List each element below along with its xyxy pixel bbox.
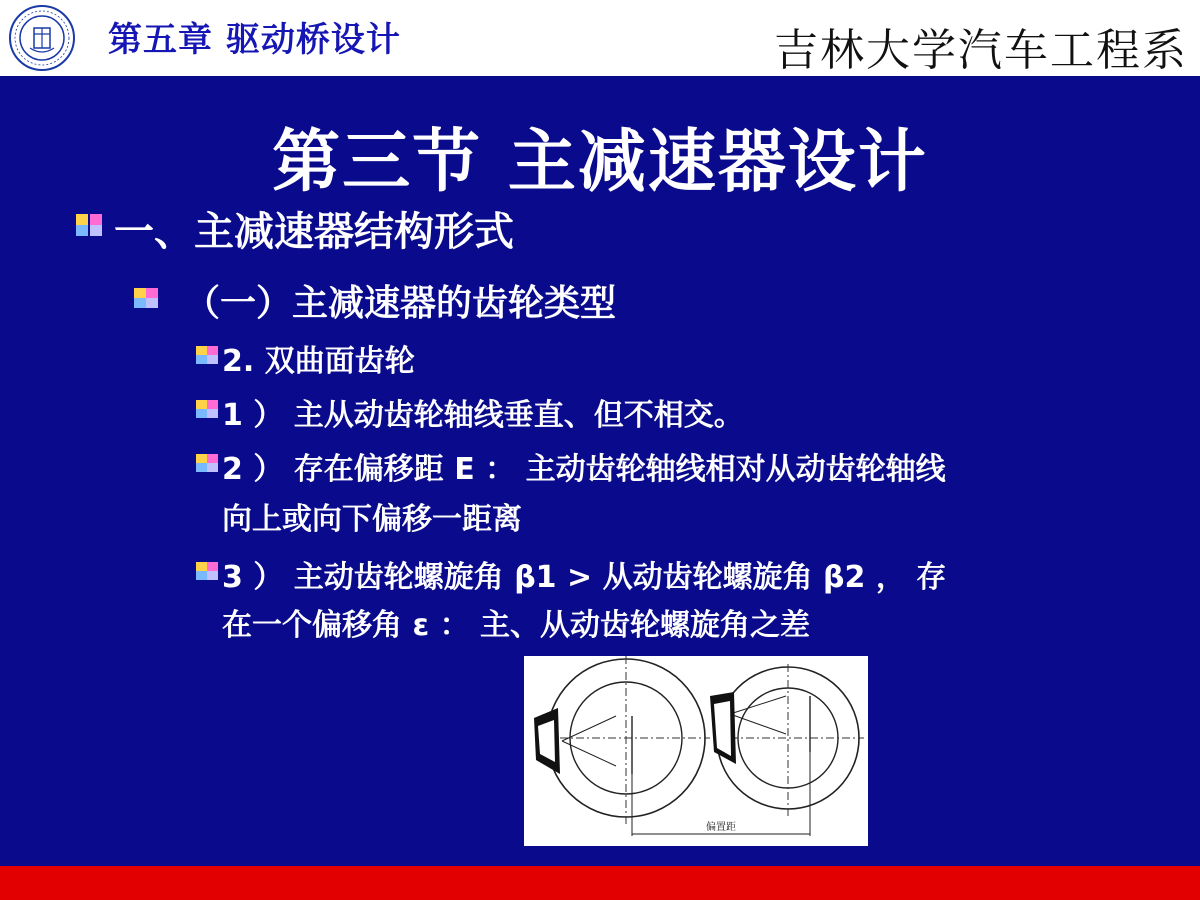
list-item-continuation: 向上或向下偏移一距离 (222, 502, 522, 537)
chapter-title: 第五章 驱动桥设计 (108, 20, 401, 60)
university-seal-icon (8, 4, 76, 72)
four-square-bullet-icon (196, 562, 218, 580)
department-name: 吉林大学汽车工程系 (774, 25, 1188, 76)
bottom-bar (0, 866, 1200, 900)
four-square-bullet-icon (76, 214, 102, 236)
list-item: 2. 双曲面齿轮 (222, 344, 415, 379)
slide-header (0, 0, 1200, 76)
list-item: 2 ） 存在偏移距 E ： 主动齿轮轴线相对从动齿轮轴线 (222, 452, 946, 487)
hypoid-gear-diagram (524, 656, 868, 846)
offset-distance-label: 偏置距 (706, 822, 736, 833)
four-square-bullet-icon (196, 346, 218, 364)
gear-offset-drawing (524, 656, 868, 846)
four-square-bullet-icon (134, 288, 158, 308)
list-item-continuation: 在一个偏移角 ε ： 主、从动齿轮螺旋角之差 (222, 608, 811, 643)
four-square-bullet-icon (196, 454, 218, 472)
list-item: 3 ） 主动齿轮螺旋角 β1 > 从动齿轮螺旋角 β2 ， 存 (222, 560, 947, 595)
heading-level1: 一、主减速器结构形式 (114, 209, 514, 255)
section-title: 第三节 主减速器设计 (272, 123, 928, 202)
heading-level2: （一）主减速器的齿轮类型 (184, 283, 617, 324)
list-item: 1 ） 主从动齿轮轴线垂直、但不相交。 (222, 398, 744, 433)
four-square-bullet-icon (196, 400, 218, 418)
